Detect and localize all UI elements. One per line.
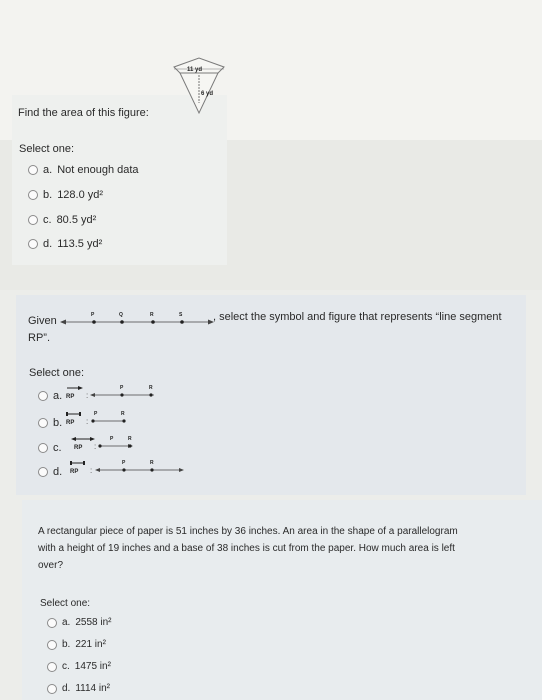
symbol-rp: RP <box>66 420 75 426</box>
q2-option-a-figure <box>64 382 164 402</box>
q3-option-a[interactable] <box>47 617 111 628</box>
radio-button[interactable] <box>47 640 57 650</box>
q3-option-c[interactable] <box>47 661 111 672</box>
point-label-q: Q <box>119 312 123 318</box>
question-2-prompt-end: RP”. <box>28 332 50 344</box>
option-letter: d. <box>62 683 71 694</box>
q1-option-b[interactable] <box>28 189 103 201</box>
radio-button[interactable] <box>38 391 48 401</box>
point-label-s: S <box>179 312 183 318</box>
q2-option-d-figure <box>68 457 188 477</box>
option-text: 1475 in² <box>74 661 111 672</box>
radio-button[interactable] <box>28 190 38 200</box>
option-letter: b. <box>62 639 71 650</box>
option-text: 80.5 yd² <box>56 214 97 226</box>
option-text: Not enough data <box>57 164 139 176</box>
radio-button[interactable] <box>28 215 38 225</box>
radio-button[interactable] <box>38 467 48 477</box>
point-label-p: P <box>120 385 124 391</box>
question-3-prompt-line-2: with a height of 19 inches and a base of 38 inches is cut from the paper. How much area is left <box>38 543 455 554</box>
q2-option-c-figure <box>68 433 168 453</box>
q2-option-b[interactable] <box>38 417 62 429</box>
svg-text::: : <box>86 391 89 400</box>
point-label-r: R <box>150 460 154 466</box>
symbol-rp: RP <box>70 469 79 475</box>
option-text: 1114 in² <box>75 683 110 694</box>
q3-option-b[interactable] <box>47 639 106 650</box>
option-letter: a. <box>62 617 71 628</box>
symbol-rp: RP <box>66 394 75 400</box>
q2-option-d[interactable] <box>38 466 62 478</box>
option-text: 113.5 yd² <box>57 238 103 250</box>
radio-button[interactable] <box>47 618 57 628</box>
radio-button[interactable] <box>38 443 48 453</box>
option-letter: d. <box>43 238 53 250</box>
q1-option-d[interactable] <box>28 238 102 250</box>
option-letter: d. <box>53 466 63 478</box>
question-1-prompt: Find the area of this figure: <box>18 107 149 119</box>
point-label-r: R <box>128 436 132 442</box>
q3-option-d[interactable] <box>47 683 110 694</box>
point-label-r: R <box>121 411 125 417</box>
option-letter: c. <box>62 661 70 672</box>
question-3-select-label: Select one: <box>40 598 91 609</box>
radio-button[interactable] <box>47 684 57 694</box>
question-2-given: Given <box>28 315 57 327</box>
q2-option-b-figure <box>64 408 164 428</box>
symbol-rp: RP <box>74 445 83 451</box>
radio-button[interactable] <box>47 662 57 672</box>
question-2-select-label: Select one: <box>29 367 85 379</box>
svg-text::: : <box>90 466 93 475</box>
figure-top-label: 11 yd <box>187 67 203 73</box>
point-label-p: P <box>122 460 126 466</box>
point-label-p: P <box>94 411 98 417</box>
option-letter: b. <box>43 189 53 201</box>
question-1-select-label: Select one: <box>19 143 75 155</box>
question-2-prompt: , select the symbol and figure that represents “line segment <box>213 311 502 323</box>
radio-button[interactable] <box>28 239 38 249</box>
q1-option-a[interactable] <box>28 164 139 176</box>
point-label-p: P <box>110 436 114 442</box>
svg-text::: : <box>94 442 97 451</box>
option-letter: c. <box>53 442 62 454</box>
q2-option-c[interactable] <box>38 442 62 454</box>
question-3-prompt-line-3: over? <box>38 560 64 571</box>
question-3-prompt-line-1: A rectangular piece of paper is 51 inches by 36 inches. An area in the shape of a parallelogram <box>38 526 458 537</box>
given-line-figure <box>60 309 215 329</box>
option-text: 128.0 yd² <box>57 189 104 201</box>
radio-button[interactable] <box>28 165 38 175</box>
option-letter: b. <box>53 417 63 429</box>
option-text: 2558 in² <box>75 617 112 628</box>
diamond-figure <box>168 55 230 117</box>
q1-option-c[interactable] <box>28 214 96 226</box>
figure-side-label: 6 yd <box>201 91 214 97</box>
q2-option-a[interactable] <box>38 390 62 402</box>
radio-button[interactable] <box>38 418 48 428</box>
point-label-r: R <box>150 312 154 318</box>
option-letter: a. <box>43 164 53 176</box>
option-letter: a. <box>53 390 63 402</box>
option-text: 221 in² <box>75 639 106 650</box>
option-letter: c. <box>43 214 52 226</box>
point-label-r: R <box>149 385 153 391</box>
point-label-p: P <box>91 312 95 318</box>
svg-text::: : <box>86 417 89 426</box>
